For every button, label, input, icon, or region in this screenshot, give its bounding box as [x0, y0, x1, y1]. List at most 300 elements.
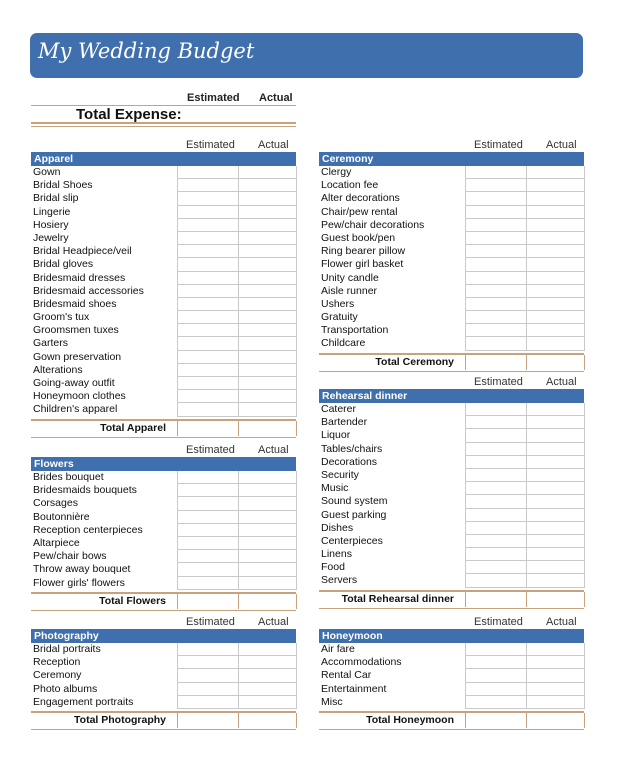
estimated-cell[interactable] — [465, 429, 527, 442]
item-label: Bridesmaid shoes — [33, 297, 117, 310]
actual-cell[interactable] — [525, 495, 585, 508]
estimated-cell[interactable] — [465, 206, 527, 219]
item-label: Entertainment — [321, 682, 387, 695]
estimated-cell[interactable] — [465, 245, 527, 258]
item-label: Security — [321, 468, 359, 481]
estimated-column-header: Estimated — [186, 139, 235, 151]
actual-cell[interactable] — [525, 324, 585, 337]
actual-cell[interactable] — [237, 298, 297, 311]
estimated-cell[interactable] — [465, 403, 527, 416]
actual-cell[interactable] — [525, 656, 585, 669]
item-label: Guest book/pen — [321, 231, 396, 244]
table-row — [319, 206, 584, 219]
total-actual-cell[interactable] — [238, 594, 297, 609]
item-label: Bridal portraits — [33, 643, 101, 655]
estimated-cell[interactable] — [465, 495, 527, 508]
total-actual-cell[interactable] — [526, 592, 585, 607]
table-row — [319, 311, 584, 324]
estimated-cell[interactable] — [177, 245, 239, 258]
estimated-cell[interactable] — [177, 696, 239, 709]
item-label: Altarpiece — [33, 536, 80, 549]
item-label: Bridal Shoes — [33, 179, 93, 192]
actual-cell[interactable] — [525, 245, 585, 258]
actual-cell[interactable] — [237, 206, 297, 219]
item-label: Ceremony — [33, 669, 82, 682]
actual-cell[interactable] — [237, 643, 297, 656]
estimated-cell[interactable] — [465, 272, 527, 285]
table-row — [319, 669, 584, 682]
estimated-cell[interactable] — [465, 683, 527, 696]
column-header-row — [319, 138, 584, 152]
estimated-cell[interactable] — [177, 643, 239, 656]
divider — [31, 126, 296, 127]
table-row — [319, 337, 584, 350]
total-row — [31, 419, 296, 438]
item-label: Reception centerpieces — [33, 523, 143, 536]
table-row — [31, 563, 296, 576]
total-label: Total Honeymoon — [366, 713, 454, 726]
estimated-cell[interactable] — [465, 179, 527, 192]
item-label: Throw away bouquet — [33, 563, 131, 576]
estimated-cell[interactable] — [177, 272, 239, 285]
estimated-cell[interactable] — [177, 179, 239, 192]
actual-cell[interactable] — [237, 403, 297, 416]
actual-cell[interactable] — [525, 179, 585, 192]
actual-cell[interactable] — [525, 482, 585, 495]
actual-cell[interactable] — [525, 285, 585, 298]
estimated-column-header: Estimated — [186, 616, 235, 628]
actual-cell[interactable] — [237, 563, 297, 576]
total-actual-cell[interactable] — [238, 421, 297, 436]
estimated-cell[interactable] — [177, 403, 239, 416]
section-header: Rehearsal dinner — [319, 389, 584, 403]
table-row — [31, 696, 296, 709]
table-row — [319, 272, 584, 285]
estimated-cell[interactable] — [177, 258, 239, 271]
estimated-cell[interactable] — [465, 258, 527, 271]
item-label: Flower girls' flowers — [33, 576, 125, 589]
item-label: Centerpieces — [321, 534, 383, 547]
actual-cell[interactable] — [237, 166, 297, 179]
item-label: Gratuity — [321, 311, 358, 324]
estimated-cell[interactable] — [465, 416, 527, 429]
estimated-cell[interactable] — [177, 563, 239, 576]
estimated-cell[interactable] — [465, 232, 527, 245]
table-row — [319, 495, 584, 508]
item-label: Decorations — [321, 455, 378, 468]
estimated-cell[interactable] — [465, 469, 527, 482]
actual-cell[interactable] — [237, 484, 297, 497]
estimated-cell[interactable] — [177, 192, 239, 205]
estimated-cell[interactable] — [465, 443, 527, 456]
estimated-cell[interactable] — [465, 509, 527, 522]
item-label: Clergy — [321, 166, 352, 178]
title-banner — [30, 33, 583, 78]
actual-cell[interactable] — [237, 351, 297, 364]
actual-cell[interactable] — [525, 643, 585, 656]
item-label: Music — [321, 482, 349, 495]
column-header-row — [31, 443, 296, 457]
actual-cell[interactable] — [525, 337, 585, 350]
actual-cell[interactable] — [525, 535, 585, 548]
actual-cell[interactable] — [525, 166, 585, 179]
actual-cell[interactable] — [237, 219, 297, 232]
actual-cell[interactable] — [525, 298, 585, 311]
estimated-cell[interactable] — [177, 311, 239, 324]
column-header-row — [31, 138, 296, 152]
estimated-cell[interactable] — [465, 643, 527, 656]
estimated-cell[interactable] — [177, 219, 239, 232]
table-row — [31, 683, 296, 696]
item-label: Childcare — [321, 337, 366, 350]
section-header: Flowers — [31, 457, 296, 471]
item-label: Bridal slip — [33, 192, 79, 205]
estimated-cell[interactable] — [465, 522, 527, 535]
item-label: Accommodations — [321, 656, 402, 669]
item-label: Misc — [321, 695, 343, 708]
table-row — [319, 258, 584, 271]
item-label: Unity candle — [321, 271, 379, 284]
total-estimated-cell[interactable] — [465, 713, 527, 728]
item-label: Dishes — [321, 521, 354, 534]
item-label: Sound system — [321, 495, 388, 508]
estimated-cell[interactable] — [465, 166, 527, 179]
total-row — [31, 711, 296, 730]
table-row — [319, 166, 584, 179]
item-label: Gown preservation — [33, 350, 122, 363]
item-label: Hosiery — [33, 218, 69, 231]
actual-cell[interactable] — [525, 509, 585, 522]
estimated-cell[interactable] — [177, 390, 239, 403]
table-row — [319, 179, 584, 192]
estimated-cell[interactable] — [177, 577, 239, 590]
item-label: Alterations — [33, 363, 83, 376]
table-row — [31, 285, 296, 298]
section-header: Apparel — [31, 152, 296, 166]
total-estimated-cell[interactable] — [177, 421, 239, 436]
actual-cell[interactable] — [237, 192, 297, 205]
photography-section — [31, 615, 296, 730]
estimated-cell[interactable] — [465, 285, 527, 298]
estimated-cell[interactable] — [465, 574, 527, 587]
page-title: My Wedding Budget — [38, 39, 255, 63]
actual-cell[interactable] — [525, 429, 585, 442]
estimated-cell[interactable] — [177, 298, 239, 311]
estimated-cell[interactable] — [465, 456, 527, 469]
item-label: Groomsmen tuxes — [33, 324, 119, 337]
rehearsal-dinner-section — [319, 375, 584, 609]
actual-cell[interactable] — [237, 337, 297, 350]
estimated-cell[interactable] — [177, 351, 239, 364]
item-label: Photo albums — [33, 682, 98, 695]
table-row — [31, 166, 296, 179]
table-row — [31, 643, 296, 656]
table-row — [31, 219, 296, 232]
table-row — [31, 311, 296, 324]
estimated-cell[interactable] — [177, 484, 239, 497]
actual-cell[interactable] — [237, 669, 297, 682]
actual-column-header: Actual — [546, 139, 577, 151]
actual-cell[interactable] — [237, 364, 297, 377]
table-row — [319, 574, 584, 587]
table-row — [31, 179, 296, 192]
estimated-cell[interactable] — [465, 548, 527, 561]
item-label: Bridal gloves — [33, 258, 94, 271]
actual-cell[interactable] — [237, 285, 297, 298]
item-label: Garters — [33, 337, 69, 350]
total-estimated-cell[interactable] — [465, 592, 527, 607]
column-header-row — [319, 615, 584, 629]
estimated-cell[interactable] — [177, 337, 239, 350]
estimated-cell[interactable] — [177, 364, 239, 377]
estimated-cell[interactable] — [465, 324, 527, 337]
item-label: Honeymoon clothes — [33, 390, 126, 403]
actual-cell[interactable] — [525, 219, 585, 232]
estimated-cell[interactable] — [465, 696, 527, 709]
item-label: Transportation — [321, 324, 389, 337]
table-row — [31, 390, 296, 403]
item-label: Children's apparel — [33, 403, 118, 416]
table-row — [31, 337, 296, 350]
item-label: Bridal Headpiece/veil — [33, 245, 132, 258]
estimated-cell[interactable] — [177, 537, 239, 550]
estimated-cell[interactable] — [177, 324, 239, 337]
table-row — [31, 471, 296, 484]
actual-cell[interactable] — [525, 669, 585, 682]
item-label: Guest parking — [321, 508, 387, 521]
table-row — [31, 232, 296, 245]
item-label: Air fare — [321, 643, 355, 655]
estimated-cell[interactable] — [465, 192, 527, 205]
actual-cell[interactable] — [525, 561, 585, 574]
actual-cell[interactable] — [237, 683, 297, 696]
actual-cell[interactable] — [525, 192, 585, 205]
table-row — [31, 497, 296, 510]
estimated-cell[interactable] — [465, 535, 527, 548]
total-actual-cell[interactable] — [238, 713, 297, 728]
actual-cell[interactable] — [237, 324, 297, 337]
table-row — [319, 416, 584, 429]
total-row — [319, 353, 584, 372]
estimated-cell[interactable] — [177, 524, 239, 537]
actual-cell[interactable] — [525, 416, 585, 429]
table-row — [31, 324, 296, 337]
actual-column-header: Actual — [258, 139, 289, 151]
table-row — [31, 484, 296, 497]
table-row — [31, 351, 296, 364]
table-row — [31, 258, 296, 271]
estimated-cell[interactable] — [465, 298, 527, 311]
table-row — [31, 656, 296, 669]
actual-column-header: Actual — [546, 616, 577, 628]
item-label: Brides bouquet — [33, 471, 104, 483]
actual-cell[interactable] — [525, 403, 585, 416]
actual-column-header: Actual — [259, 92, 293, 104]
estimated-cell[interactable] — [177, 497, 239, 510]
estimated-cell[interactable] — [177, 683, 239, 696]
table-row — [319, 192, 584, 205]
item-label: Bartender — [321, 416, 368, 429]
table-row — [319, 245, 584, 258]
total-label: Total Flowers — [99, 594, 166, 607]
table-row — [319, 643, 584, 656]
actual-cell[interactable] — [237, 258, 297, 271]
actual-cell[interactable] — [237, 311, 297, 324]
estimated-cell[interactable] — [177, 232, 239, 245]
estimated-cell[interactable] — [465, 311, 527, 324]
table-row — [31, 669, 296, 682]
actual-column-header: Actual — [258, 616, 289, 628]
actual-cell[interactable] — [237, 179, 297, 192]
item-label: Alter decorations — [321, 192, 400, 205]
actual-cell[interactable] — [525, 443, 585, 456]
table-row — [319, 469, 584, 482]
total-actual-cell[interactable] — [526, 355, 585, 370]
table-row — [319, 522, 584, 535]
item-label: Tables/chairs — [321, 442, 383, 455]
total-expense-block — [31, 92, 296, 128]
flowers-section — [31, 443, 296, 611]
table-row — [31, 511, 296, 524]
total-row — [319, 711, 584, 730]
estimated-cell[interactable] — [465, 561, 527, 574]
estimated-cell[interactable] — [177, 656, 239, 669]
estimated-cell[interactable] — [177, 285, 239, 298]
actual-cell[interactable] — [525, 232, 585, 245]
estimated-cell[interactable] — [177, 669, 239, 682]
actual-cell[interactable] — [525, 574, 585, 587]
section-header: Ceremony — [319, 152, 584, 166]
actual-cell[interactable] — [525, 272, 585, 285]
estimated-cell[interactable] — [177, 377, 239, 390]
table-row — [31, 537, 296, 550]
estimated-cell[interactable] — [465, 656, 527, 669]
item-label: Going-away outfit — [33, 377, 115, 389]
actual-cell[interactable] — [525, 311, 585, 324]
divider — [31, 122, 296, 124]
section-header: Honeymoon — [319, 629, 584, 643]
estimated-column-header: Estimated — [474, 139, 523, 151]
actual-cell[interactable] — [237, 232, 297, 245]
table-row — [319, 403, 584, 416]
estimated-column-header: Estimated — [474, 376, 523, 388]
total-label: Total Photography — [74, 713, 166, 726]
item-label: Bridesmaid dresses — [33, 271, 126, 284]
item-label: Ring bearer pillow — [321, 245, 406, 258]
item-label: Liquor — [321, 429, 351, 442]
table-row — [31, 377, 296, 390]
table-row — [31, 245, 296, 258]
table-row — [319, 548, 584, 561]
table-row — [319, 324, 584, 337]
estimated-cell[interactable] — [177, 511, 239, 524]
estimated-column-header: Estimated — [186, 444, 235, 456]
item-label: Food — [321, 561, 345, 574]
table-row — [319, 535, 584, 548]
actual-cell[interactable] — [237, 550, 297, 563]
table-row — [319, 561, 584, 574]
actual-cell[interactable] — [525, 206, 585, 219]
item-label: Location fee — [321, 179, 379, 192]
estimated-cell[interactable] — [465, 669, 527, 682]
actual-cell[interactable] — [237, 272, 297, 285]
item-label: Boutonnière — [33, 510, 90, 523]
estimated-cell[interactable] — [465, 482, 527, 495]
actual-cell[interactable] — [237, 245, 297, 258]
total-estimated-cell[interactable] — [177, 713, 239, 728]
table-row — [31, 550, 296, 563]
item-label: Rental Car — [321, 669, 372, 682]
table-row — [319, 683, 584, 696]
actual-cell[interactable] — [237, 377, 297, 390]
total-estimated-cell[interactable] — [465, 355, 527, 370]
actual-cell[interactable] — [237, 390, 297, 403]
item-label: Bridesmaid accessories — [33, 284, 144, 297]
table-row — [319, 298, 584, 311]
item-label: Caterer — [321, 403, 357, 415]
item-label: Ushers — [321, 297, 355, 310]
item-label: Bridesmaids bouquets — [33, 484, 137, 497]
actual-cell[interactable] — [525, 548, 585, 561]
table-row — [31, 298, 296, 311]
actual-cell[interactable] — [525, 469, 585, 482]
actual-cell[interactable] — [237, 577, 297, 590]
table-row — [31, 272, 296, 285]
estimated-cell[interactable] — [177, 471, 239, 484]
actual-cell[interactable] — [237, 511, 297, 524]
actual-cell[interactable] — [237, 656, 297, 669]
item-label: Pew/chair decorations — [321, 218, 425, 231]
item-label: Aisle runner — [321, 284, 378, 297]
actual-cell[interactable] — [525, 696, 585, 709]
actual-cell[interactable] — [525, 683, 585, 696]
actual-cell[interactable] — [237, 497, 297, 510]
item-label: Flower girl basket — [321, 258, 404, 271]
total-row — [319, 590, 584, 609]
estimated-cell[interactable] — [177, 206, 239, 219]
item-label: Groom's tux — [33, 311, 90, 324]
actual-cell[interactable] — [525, 456, 585, 469]
total-actual-cell[interactable] — [526, 713, 585, 728]
actual-cell[interactable] — [525, 522, 585, 535]
estimated-cell[interactable] — [177, 550, 239, 563]
actual-cell[interactable] — [237, 696, 297, 709]
actual-column-header: Actual — [546, 376, 577, 388]
table-row — [319, 285, 584, 298]
estimated-cell[interactable] — [177, 166, 239, 179]
column-header-row — [319, 375, 584, 389]
total-estimated-cell[interactable] — [177, 594, 239, 609]
actual-cell[interactable] — [237, 524, 297, 537]
item-label: Engagement portraits — [33, 695, 134, 708]
estimated-column-header: Estimated — [187, 92, 240, 104]
total-label: Total Apparel — [100, 421, 166, 434]
estimated-cell[interactable] — [465, 219, 527, 232]
table-row — [31, 206, 296, 219]
actual-cell[interactable] — [525, 258, 585, 271]
actual-cell[interactable] — [237, 471, 297, 484]
item-label: Corsages — [33, 497, 78, 510]
table-row — [319, 443, 584, 456]
table-row — [319, 232, 584, 245]
table-row — [319, 482, 584, 495]
actual-cell[interactable] — [237, 537, 297, 550]
table-row — [31, 577, 296, 590]
item-label: Pew/chair bows — [33, 550, 107, 563]
table-row — [319, 696, 584, 709]
estimated-cell[interactable] — [465, 337, 527, 350]
item-label: Lingerie — [33, 205, 71, 218]
